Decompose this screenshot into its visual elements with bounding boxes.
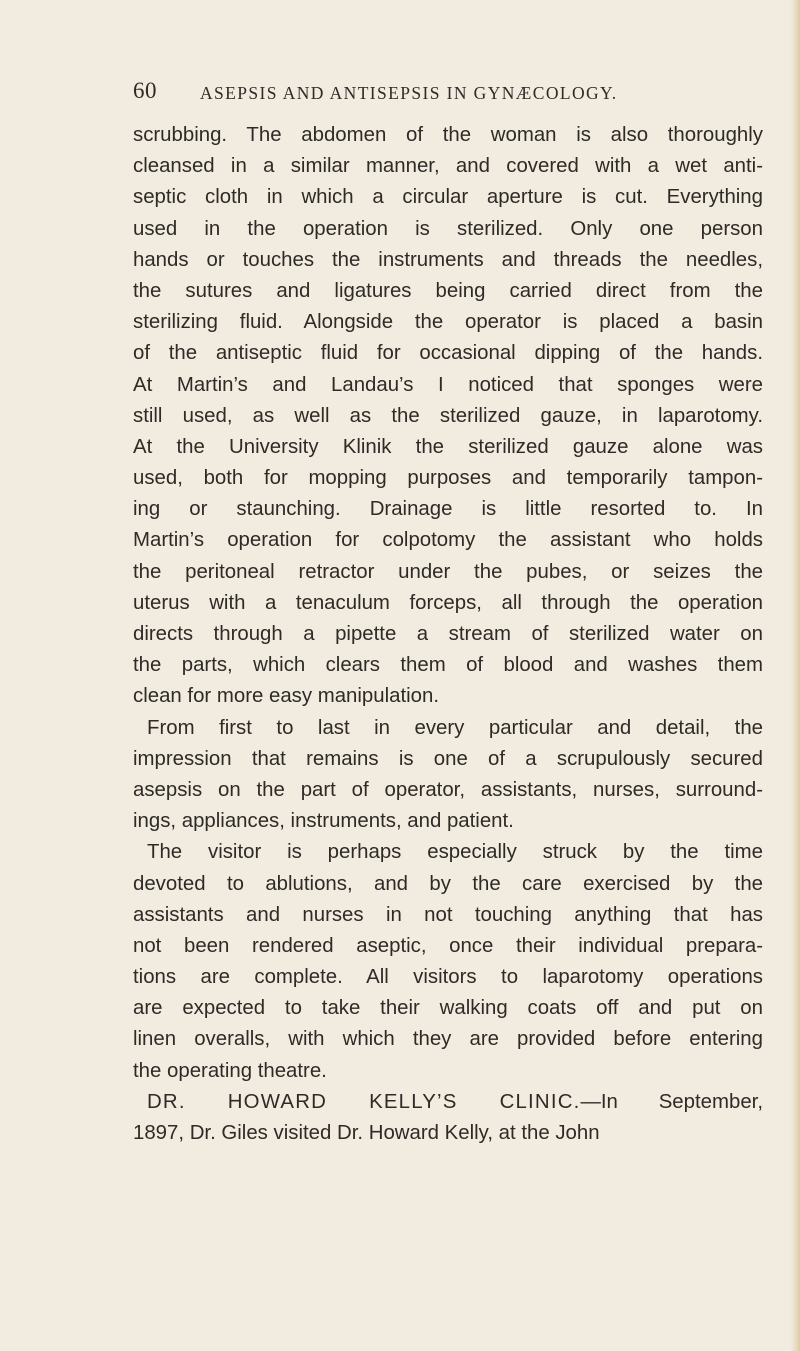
text-line: Martin’s operation for colpotomy the assistant who holds [133, 529, 763, 552]
text-line: used, both for mopping purposes and temporarily tampon- [133, 467, 763, 490]
text-line: From first to last in every particular and detail, the [147, 716, 763, 739]
text-line: septic cloth in which a circular aperture is cut. Everything [133, 186, 763, 209]
page-number: 60 [133, 78, 157, 103]
text-line: hands or touches the instruments and threads the needles, [133, 248, 763, 271]
text-line: of the antiseptic fluid for occasional dipping of the hands. [133, 342, 763, 365]
text-line: At the University Klinik the sterilized gauze alone was [133, 435, 763, 458]
text-line: used in the operation is sterilized. Only one person [133, 217, 763, 240]
text-line: The visitor is perhaps especially struck by the time [147, 841, 763, 864]
text-line: tions are complete. All visitors to laparotomy operations [133, 966, 763, 989]
text-line: ing or staunching. Drainage is little resorted to. In [133, 498, 763, 521]
text-line: the operating theatre. [133, 1059, 327, 1082]
text-line: ings, appliances, instruments, and patient. [133, 810, 514, 833]
text-line [133, 1087, 763, 1118]
text-line: are expected to take their walking coats off and put on [133, 997, 763, 1020]
text-line: the parts, which clears them of blood and washes them [133, 654, 763, 677]
text-line: assistants and nurses in not touching anything that has [133, 903, 763, 926]
text-line: uterus with a tenaculum forceps, all through the operation [133, 591, 763, 614]
text-line: asepsis on the part of operator, assistants, nurses, surround- [133, 778, 763, 801]
text-line: 1897, Dr. Giles visited Dr. Howard Kelly, at the John [133, 1122, 600, 1144]
text-line: At Martin’s and Landau’s I noticed that sponges were [133, 373, 763, 396]
text-line: linen overalls, with which they are provided before entering [133, 1028, 763, 1051]
book-page [133, 78, 763, 1149]
text-line: the sutures and ligatures being carried direct from the [133, 279, 763, 302]
text-fragment: —In September, [580, 1090, 763, 1113]
page-edge-shading [790, 0, 800, 1351]
text-line: scrubbing. The abdomen of the woman is also thoroughly [133, 124, 763, 146]
running-head-title: ASEPSIS AND ANTISEPSIS IN GYNÆCOLOGY. [200, 83, 618, 103]
text-line: not been rendered aseptic, once their individual prepara- [133, 934, 763, 957]
text-line: directs through a pipette a stream of sterilized water on [133, 623, 763, 645]
section-heading: DR. HOWARD KELLY’S CLINIC. [147, 1090, 581, 1113]
body-text [133, 120, 763, 1149]
text-line: sterilizing fluid. Alongside the operator is placed a basin [133, 311, 763, 334]
text-line: impression that remains is one of a scrupulously secured [133, 747, 763, 770]
text-line: still used, as well as the sterilized gauze, in laparotomy. [133, 404, 763, 427]
text-line: devoted to ablutions, and by the care exercised by the [133, 872, 763, 895]
text-line: cleansed in a similar manner, and covered with a wet anti- [133, 155, 763, 178]
running-head [133, 78, 763, 118]
text-line: clean for more easy manipulation. [133, 685, 440, 708]
text-line: the peritoneal retractor under the pubes, or seizes the [133, 560, 763, 583]
